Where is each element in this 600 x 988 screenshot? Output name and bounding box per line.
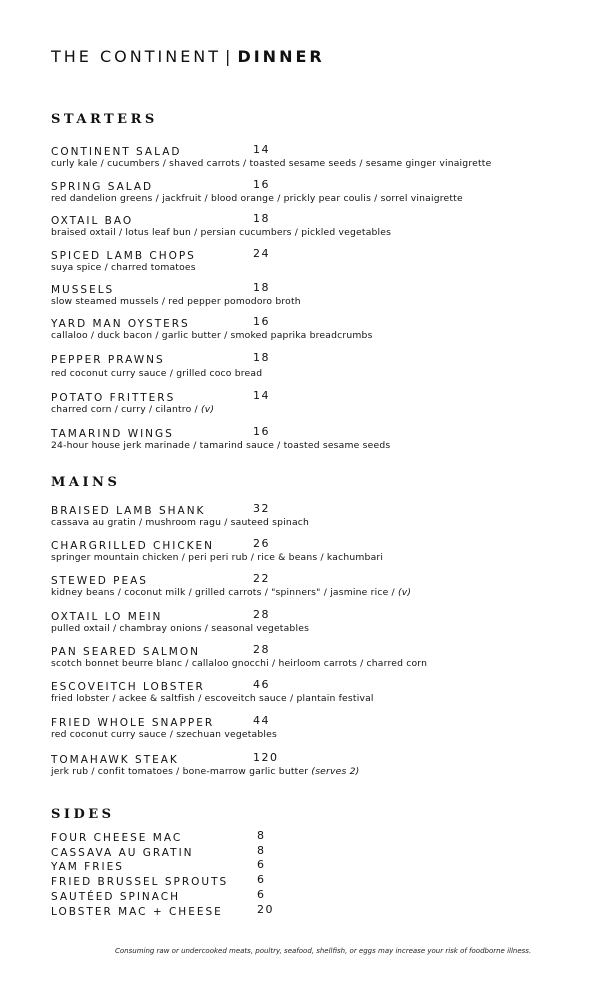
list-item <box>51 829 351 846</box>
item-name: POTATO FRITTERS <box>51 392 176 404</box>
side-name: YAM FRIES <box>51 861 124 873</box>
item-price: 18 <box>253 281 270 294</box>
item-description: suya spice / charred tomatoes <box>51 262 196 273</box>
sides-heading: SIDES <box>51 807 115 822</box>
title-separator: | <box>225 47 234 66</box>
item-price: 120 <box>253 751 279 764</box>
side-name: LOBSTER MAC + CHEESE <box>51 906 223 918</box>
item-name: PAN SEARED SALMON <box>51 646 200 658</box>
item-description: callaloo / duck bacon / garlic butter / smoked paprika breadcrumbs <box>51 330 373 341</box>
item-name: FRIED WHOLE SNAPPER <box>51 717 215 729</box>
item-price: 14 <box>253 389 270 402</box>
item-name: ESCOVEITCH LOBSTER <box>51 681 205 693</box>
item-name: CHARGRILLED CHICKEN <box>51 540 215 552</box>
list-item <box>51 858 351 875</box>
item-price: 32 <box>253 502 270 515</box>
list-item <box>51 888 351 905</box>
item-name: TOMAHAWK STEAK <box>51 754 179 766</box>
list-item <box>51 903 351 920</box>
item-price: 16 <box>253 425 270 438</box>
item-name: OXTAIL LO MEIN <box>51 611 163 623</box>
item-price: 24 <box>253 247 270 260</box>
item-name: BRAISED LAMB SHANK <box>51 505 206 517</box>
item-note: (v) <box>397 587 412 598</box>
item-price: 18 <box>253 351 270 364</box>
item-description: slow steamed mussels / red pepper pomodoro broth <box>51 296 301 307</box>
side-price: 6 <box>257 858 266 871</box>
item-name: SPRING SALAD <box>51 181 154 193</box>
starters-heading: STARTERS <box>51 112 158 127</box>
side-name: CASSAVA AU GRATIN <box>51 847 194 859</box>
item-price: 26 <box>253 537 270 550</box>
item-name: MUSSELS <box>51 284 115 296</box>
item-description: braised oxtail / lotus leaf bun / persian cucumbers / pickled vegetables <box>51 227 392 238</box>
item-description: charred corn / curry / cilantro / (v) <box>51 404 215 415</box>
item-name: SPICED LAMB CHOPS <box>51 250 196 262</box>
side-name: FOUR CHEESE MAC <box>51 832 183 844</box>
foodborne-disclaimer: Consuming raw or undercooked meats, poultry, seafood, shellfish, or eggs may increase your risk of foodborne illness. <box>115 947 532 955</box>
item-description: springer mountain chicken / peri peri rub / rice & beans / kachumbari <box>51 552 384 563</box>
item-name: STEWED PEAS <box>51 575 148 587</box>
side-price: 8 <box>257 829 266 842</box>
side-price: 8 <box>257 844 266 857</box>
item-name: PEPPER PRAWNS <box>51 354 165 366</box>
side-price: 20 <box>257 903 274 916</box>
item-note: (v) <box>200 404 215 415</box>
item-price: 28 <box>253 608 270 621</box>
side-price: 6 <box>257 888 266 901</box>
item-name: CONTINENT SALAD <box>51 146 182 158</box>
title-menu-type: DINNER <box>237 47 325 66</box>
item-price: 14 <box>253 143 270 156</box>
item-name: TAMARIND WINGS <box>51 428 174 440</box>
item-price: 28 <box>253 643 270 656</box>
item-price: 46 <box>253 678 270 691</box>
side-name: SAUTÉED SPINACH <box>51 891 181 903</box>
title-restaurant: THE CONTINENT <box>51 47 222 66</box>
item-description: scotch bonnet beurre blanc / callaloo gnocchi / heirloom carrots / charred corn <box>51 658 428 669</box>
list-item <box>51 873 351 890</box>
item-description: cassava au gratin / mushroom ragu / sauteed spinach <box>51 517 310 528</box>
item-description: jerk rub / confit tomatoes / bone-marrow garlic butter (serves 2) <box>51 766 360 777</box>
item-note: (serves 2) <box>311 766 360 777</box>
item-description: red coconut curry sauce / grilled coco bread <box>51 368 263 379</box>
mains-heading: MAINS <box>51 475 121 490</box>
list-item <box>51 844 351 861</box>
item-price: 18 <box>253 212 270 225</box>
item-description: kidney beans / coconut milk / grilled carrots / "spinners" / jasmine rice / (v) <box>51 587 412 598</box>
item-description: pulled oxtail / chambray onions / seasonal vegetables <box>51 623 310 634</box>
item-price: 16 <box>253 315 270 328</box>
side-name: FRIED BRUSSEL SPROUTS <box>51 876 229 888</box>
item-price: 16 <box>253 178 270 191</box>
item-name: OXTAIL BAO <box>51 215 134 227</box>
item-name: YARD MAN OYSTERS <box>51 318 190 330</box>
item-description: 24-hour house jerk marinade / tamarind sauce / toasted sesame seeds <box>51 440 391 451</box>
item-description: curly kale / cucumbers / shaved carrots / toasted sesame seeds / sesame ginger vinaigrette <box>51 158 492 169</box>
item-price: 22 <box>253 572 270 585</box>
item-description: fried lobster / ackee & saltfish / escoveitch sauce / plantain festival <box>51 693 374 704</box>
side-price: 6 <box>257 873 266 886</box>
item-description: red coconut curry sauce / szechuan vegetables <box>51 729 277 740</box>
page-title <box>51 47 325 66</box>
item-price: 44 <box>253 714 270 727</box>
item-description: red dandelion greens / jackfruit / blood orange / prickly pear coulis / sorrel vinaigrette <box>51 193 463 204</box>
